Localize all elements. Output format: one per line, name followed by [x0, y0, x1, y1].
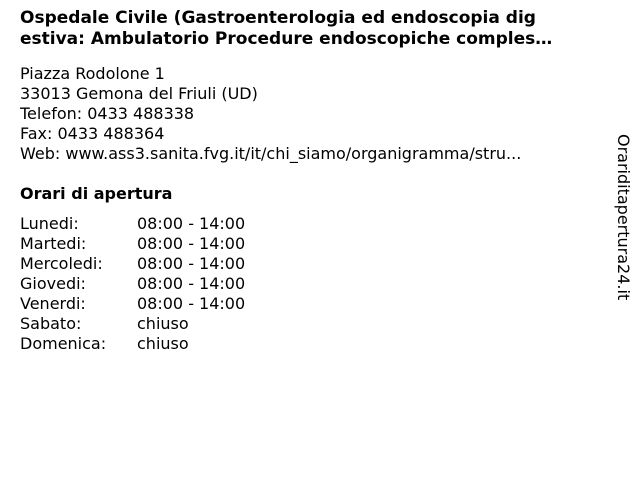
- day-hours: 08:00 - 14:00: [137, 274, 246, 293]
- opening-hours-table: [20, 214, 245, 354]
- city-address: 33013 Gemona del Friuli (UD): [20, 84, 258, 103]
- day-label: Venerdi:: [20, 294, 86, 313]
- hours-row-tuesday: [20, 234, 245, 254]
- day-label: Giovedi:: [20, 274, 86, 293]
- hours-row-friday: [20, 294, 245, 314]
- watermark-text: Orariditapertura24.it: [614, 134, 633, 301]
- hours-row-saturday: [20, 314, 245, 334]
- day-hours: 08:00 - 14:00: [137, 214, 246, 233]
- hours-row-sunday: [20, 334, 245, 354]
- opening-hours-heading: Orari di apertura: [20, 184, 173, 203]
- day-label: Lunedi:: [20, 214, 79, 233]
- day-hours: 08:00 - 14:00: [137, 234, 246, 253]
- day-label: Martedi:: [20, 234, 87, 253]
- day-hours: chiuso: [137, 314, 189, 333]
- day-label: Sabato:: [20, 314, 82, 333]
- day-label: Mercoledi:: [20, 254, 103, 273]
- fax-number: Fax: 0433 488364: [20, 124, 165, 143]
- day-hours: 08:00 - 14:00: [137, 254, 246, 273]
- title-line-2: estiva: Ambulatorio Procedure endoscopiche comples…: [20, 29, 553, 49]
- hours-row-wednesday: [20, 254, 245, 274]
- day-hours: chiuso: [137, 334, 189, 353]
- street-address: Piazza Rodolone 1: [20, 64, 165, 83]
- phone-number: Telefon: 0433 488338: [20, 104, 195, 123]
- day-hours: 08:00 - 14:00: [137, 294, 246, 313]
- website-link[interactable]: Web: www.ass3.sanita.fvg.it/it/chi_siamo/organigramma/stru...: [20, 144, 522, 163]
- page-title: [20, 8, 620, 50]
- address-block: [20, 64, 600, 164]
- site-watermark: [611, 134, 635, 308]
- day-label: Domenica:: [20, 334, 107, 353]
- title-line-1: Ospedale Civile (Gastroenterologia ed endoscopia dig: [20, 8, 536, 28]
- hours-row-monday: [20, 214, 245, 234]
- hours-row-thursday: [20, 274, 245, 294]
